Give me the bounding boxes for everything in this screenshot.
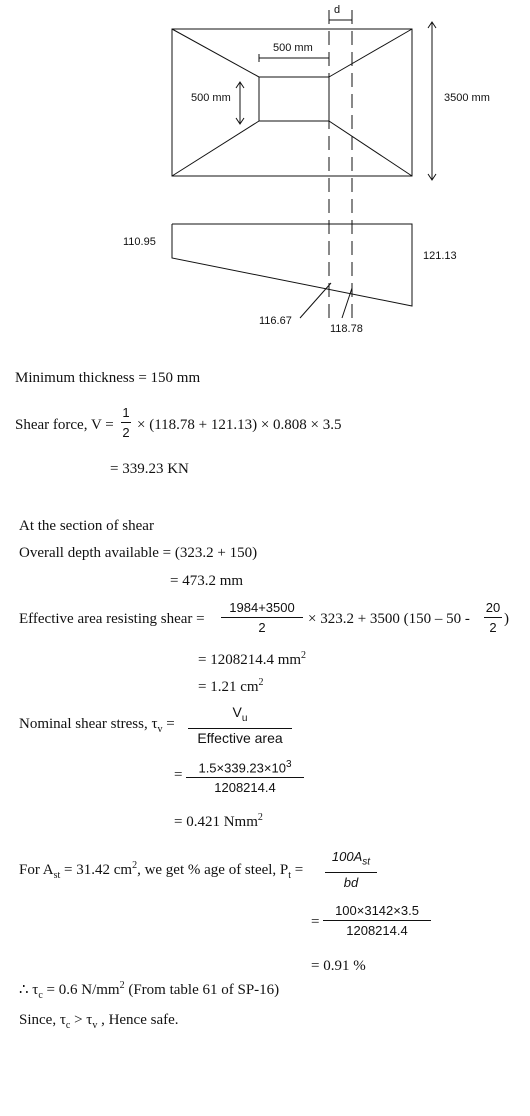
effective-area-result-cm: = 1.21 $cm^2$ xyxy=(198,677,264,695)
nominal-shear-fraction: $V_u$ Effective area xyxy=(188,704,292,747)
left-pressure-label: 110.95 xyxy=(123,236,156,248)
right-dimension-label: 3500 mm xyxy=(444,92,490,104)
twenty-half-fraction: 20 2 xyxy=(485,600,501,635)
half-fraction: 1 2 xyxy=(122,405,130,440)
nominal-shear-fraction-2: $1.5\times 339.23\times 10^3$ 1208214.4 xyxy=(186,756,304,796)
effective-area-expression: × 323.2 + 3500 (150 – 50 - xyxy=(308,611,470,627)
nominal-shear-eq2: = xyxy=(174,767,183,783)
steel-percentage-result: = 0.91 % xyxy=(311,958,366,974)
shear-force-expression: × (118.78 + 121.13) × 0.808 × 3.5 xyxy=(137,417,342,433)
steel-percentage-eq2: = xyxy=(311,914,320,930)
effective-area-fraction: 1984+3500 2 xyxy=(221,599,303,636)
steel-percentage-fraction: $100A_{st}$ bd xyxy=(325,848,377,891)
pressure-label-1: 116.67 xyxy=(259,315,292,327)
right-pressure-label: 121.13 xyxy=(423,250,457,262)
effective-area-label: Effective area resisting shear = xyxy=(19,611,205,627)
min-thickness: Minimum thickness = 150 mm xyxy=(15,370,201,386)
top-dimension-label: 500 mm xyxy=(273,42,313,54)
shear-force-result: = 339.23 KN xyxy=(110,461,189,477)
effective-area-close: ) xyxy=(504,611,509,627)
nominal-shear-label: Nominal shear stress, $\tau_v$ = xyxy=(19,716,175,735)
pressure-label-2: 118.78 xyxy=(330,323,363,335)
nominal-shear-result: = 0.421 Nmm$^2$ xyxy=(174,812,263,830)
section-heading: At the section of shear xyxy=(19,518,154,534)
column-outline xyxy=(259,77,329,121)
shear-force-label: Shear force, V = xyxy=(15,417,114,433)
d-label: d xyxy=(334,4,341,16)
steel-percentage-fraction-2: 100×3142×3.5 1208214.4 xyxy=(323,902,431,939)
overall-depth-result: = 473.2 mm xyxy=(170,573,244,589)
steel-percentage-label: For $A_{st} = 31.42$ $cm^2$, we get % age of steel, $P_t$ = xyxy=(19,860,304,881)
overall-depth: Overall depth available = (323.2 + 150) xyxy=(19,545,258,561)
conclusion: Since, $\tau_c > \tau_v$ , Hence safe. xyxy=(19,1012,179,1031)
permissible-shear-stress: ∴ $\tau_c = 0.6$ $N/mm^2$ (From table 61 of SP-16) xyxy=(19,980,280,1001)
footing-diagram xyxy=(0,0,530,345)
effective-area-result-mm: = 1208214.4 $mm^2$ xyxy=(198,650,307,668)
pressure-diagram xyxy=(172,224,412,306)
left-dimension-label: 500 mm xyxy=(191,92,231,104)
